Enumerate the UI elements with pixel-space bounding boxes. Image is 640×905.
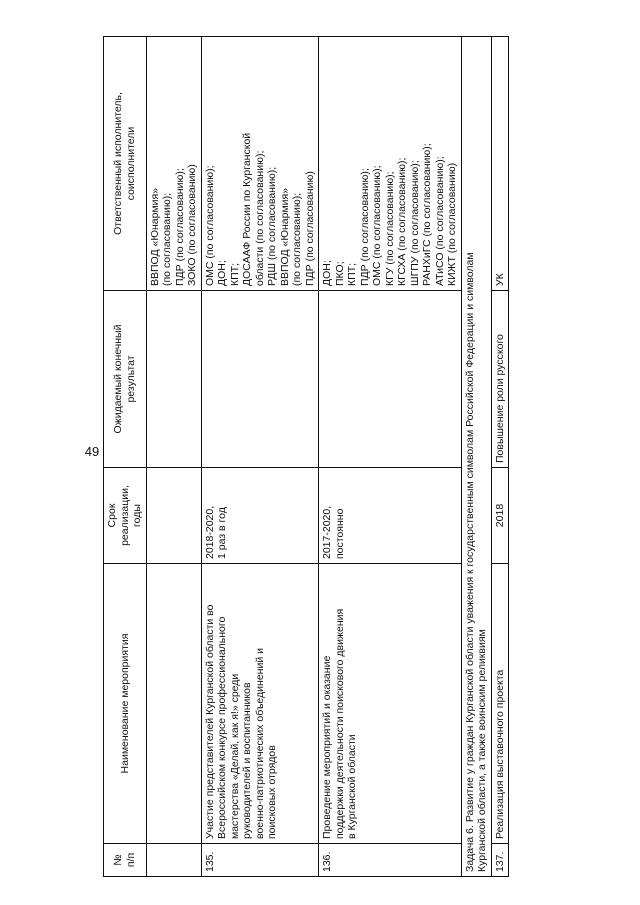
row-term: 2018	[491, 468, 509, 564]
measures-table	[103, 36, 509, 877]
header-result: Ожидаемый конечный результат	[104, 291, 147, 468]
row-executors: ОМС (по согласованию); ДОН; КПТ; ДОСААФ России по Курганской области (по согласованию); РДШ (по согласованию); ВВПОД «Юнармия» (по согласованию); ПДР (по согласованию)	[201, 37, 319, 291]
header-term: Срок реализации, годы	[104, 468, 147, 564]
table-row-135	[201, 37, 319, 877]
rotated-page-content	[103, 37, 603, 877]
continuation-row	[146, 37, 201, 877]
page-number: 49	[84, 444, 100, 459]
task-heading: Задача 6. Развитие у граждан Курганской области уважения к государственным символам Российской Федерации и символам Курганской области, а также воинским реликвиям	[461, 37, 491, 877]
continuation-num-cell	[146, 844, 201, 877]
row-result: Повышение роли русского	[491, 291, 509, 468]
continuation-name-cell	[146, 564, 201, 844]
row-number: 135.	[201, 844, 319, 877]
task-row	[461, 37, 491, 877]
table-row-136	[319, 37, 462, 877]
table-row-137	[491, 37, 509, 877]
header-executor: Ответственный исполнитель, соисполнители	[104, 37, 147, 291]
header-name: Наименование мероприятия	[104, 564, 147, 844]
row-term: 2018-2020, 1 раз в год	[201, 468, 319, 564]
row-result	[319, 291, 462, 468]
row-number: 137.	[491, 844, 509, 877]
table-header-row	[104, 37, 147, 877]
row-term: 2017-2020, постоянно	[319, 468, 462, 564]
header-number: № п/п	[104, 844, 147, 877]
row-executors: ДОН; ПКО; КПТ; ПДР (по согласованию); ОМС (по согласованию); КГУ (по согласованию); КГСХА (по согласованию); ШГПУ (по согласованию); РАНХиГС (по согласованию); АТиСО (по согласованию); КИЖТ (по согласованию)	[319, 37, 462, 291]
row-executors: УК	[491, 37, 509, 291]
row-name: Участие представителей Курганской области во Всероссийском конкурсе профессионального мастерства «Делай, как я!» среди руководителей и воспитанников военно-патриотических объединений и поисковых отрядов	[201, 564, 319, 844]
row-result	[201, 291, 319, 468]
row-number: 136.	[319, 844, 462, 877]
continuation-executors: ВВПОД «Юнармия» (по согласованию); ПДР (по согласованию); ЗОКО (по согласованию)	[146, 37, 201, 291]
row-name: Проведение мероприятий и оказание поддержки деятельности поискового движения в Курганской области	[319, 564, 462, 844]
row-name: Реализация выставочного проекта	[491, 564, 509, 844]
continuation-result-cell	[146, 291, 201, 468]
continuation-term-cell	[146, 468, 201, 564]
